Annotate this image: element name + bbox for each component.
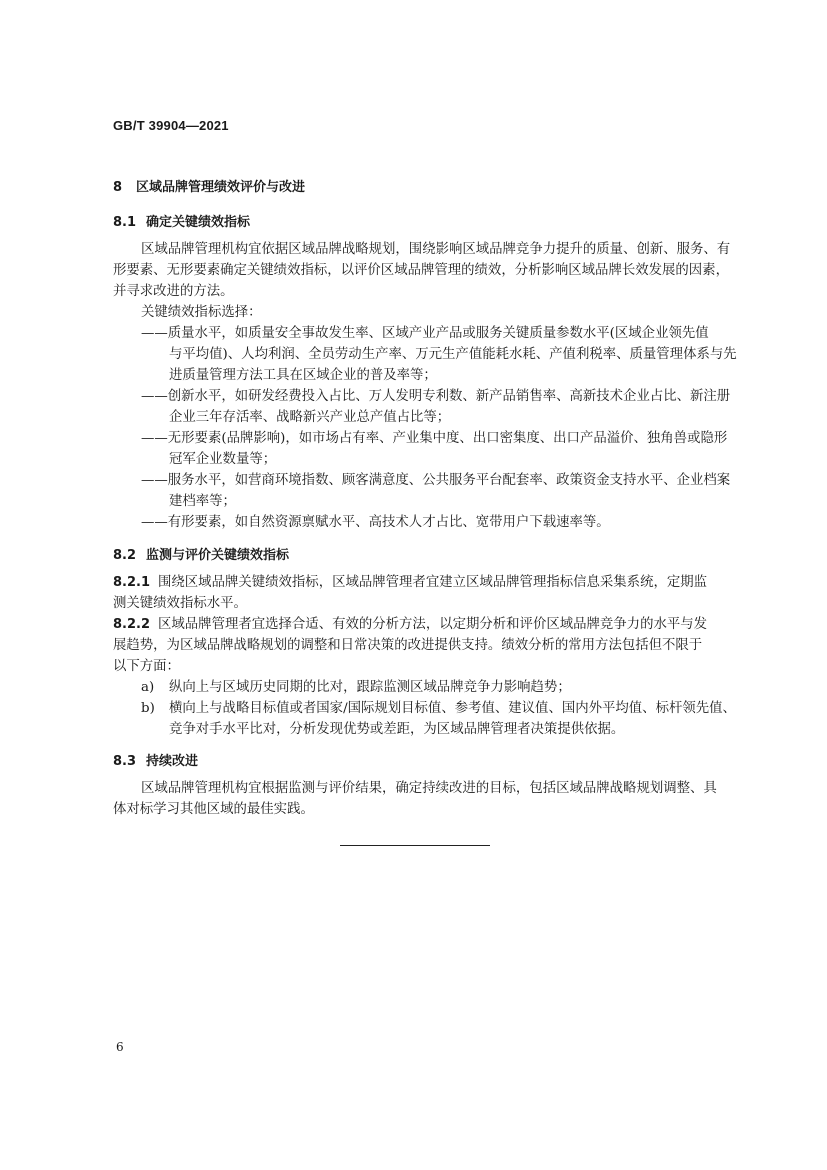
section-number: 8 [113, 180, 123, 195]
section-8-heading [113, 176, 305, 195]
section-8-3-heading [113, 750, 198, 769]
section-8-2-heading [113, 544, 289, 563]
list-text: 纵向上与区域历史同期的比对，跟踪监测区域品牌竞争力影响趋势； [169, 680, 571, 695]
section-title: 确定关键绩效指标 [146, 215, 251, 230]
list-item-cont: 企业三年存活率、战略新兴产业总产值占比等； [169, 410, 451, 425]
section-number: 8.2 [113, 548, 137, 563]
paragraph-line: 区域品牌管理机构宜依据区域品牌战略规划，围绕影响区域品牌竞争力提升的质量、创新、服务、有 [141, 242, 731, 257]
list-item: ——有形要素，如自然资源禀赋水平、高技术人才占比、宽带用户下载速率等。 [141, 515, 610, 530]
list-intro: 关键绩效指标选择： [141, 305, 262, 320]
section-number: 8.1 [113, 215, 137, 230]
list-item: ——无形要素(品牌影响)，如市场占有率、产业集中度、出口密集度、出口产品溢价、独角兽或隐形 [141, 431, 728, 446]
end-divider [340, 845, 490, 846]
clause-8-2-2 [113, 615, 707, 634]
clause-8-2-1 [113, 573, 707, 592]
list-item-cont: 与平均值)、人均利润、全员劳动生产率、万元生产值能耗水耗、产值利税率、质量管理体系与先 [169, 347, 737, 362]
list-item: ——质量水平，如质量安全事故发生率、区域产业产品或服务关键质量参数水平(区域企业领先值 [141, 326, 709, 341]
section-8-1-heading [113, 211, 250, 230]
list-item-b [141, 699, 736, 718]
paragraph-line: 形要素、无形要素确定关键绩效指标，以评价区域品牌管理的绩效，分析影响区域品牌长效发展的因素， [113, 263, 729, 278]
paragraph-line: 体对标学习其他区域的最佳实践。 [113, 802, 314, 817]
list-item-cont: 竞争对手水平比对，分析发现优势或差距，为区域品牌管理者决策提供依据。 [169, 722, 625, 737]
list-item-a [141, 678, 571, 697]
section-title: 持续改进 [146, 754, 199, 769]
list-item-cont: 冠军企业数量等； [169, 452, 277, 467]
list-marker: b) [141, 701, 155, 716]
list-text: 横向上与战略目标值或者国家/国际规划目标值、参考值、建议值、国内外平均值、标杆领先值、 [169, 701, 736, 716]
clause-number: 8.2.2 [113, 617, 151, 632]
section-title: 区域品牌管理绩效评价与改进 [136, 180, 306, 195]
section-title: 监测与评价关键绩效指标 [146, 548, 290, 563]
list-item-cont: 进质量管理方法工具在区域企业的普及率等； [169, 368, 437, 383]
paragraph-line: 展趋势，为区域品牌战略规划的调整和日常决策的改进提供支持。绩效分析的常用方法包括但不限于 [113, 638, 703, 653]
paragraph-line: 以下方面： [113, 659, 180, 674]
page-number: 6 [116, 1040, 124, 1054]
clause-text: 区域品牌管理者宜选择合适、有效的分析方法，以定期分析和评价区域品牌竞争力的水平与发 [158, 617, 708, 632]
list-item: ——服务水平，如营商环境指数、顾客满意度、公共服务平台配套率、政策资金支持水平、企业档案 [141, 473, 731, 488]
paragraph-line: 区域品牌管理机构宜根据监测与评价结果，确定持续改进的目标，包括区域品牌战略规划调整、具 [141, 781, 717, 796]
paragraph-line: 并寻求改进的方法。 [113, 284, 234, 299]
list-marker: a) [141, 680, 155, 695]
list-item: ——创新水平，如研发经费投入占比、万人发明专利数、新产品销售率、高新技术企业占比、新注册 [141, 389, 731, 404]
standard-id: GB/T 39904—2021 [113, 118, 229, 133]
list-item-cont: 建档率等； [169, 494, 236, 509]
section-number: 8.3 [113, 754, 137, 769]
clause-number: 8.2.1 [113, 575, 151, 590]
paragraph-line: 测关键绩效指标水平。 [113, 596, 247, 611]
clause-text: 围绕区域品牌关键绩效指标，区域品牌管理者宜建立区域品牌管理指标信息采集系统，定期监 [158, 575, 708, 590]
